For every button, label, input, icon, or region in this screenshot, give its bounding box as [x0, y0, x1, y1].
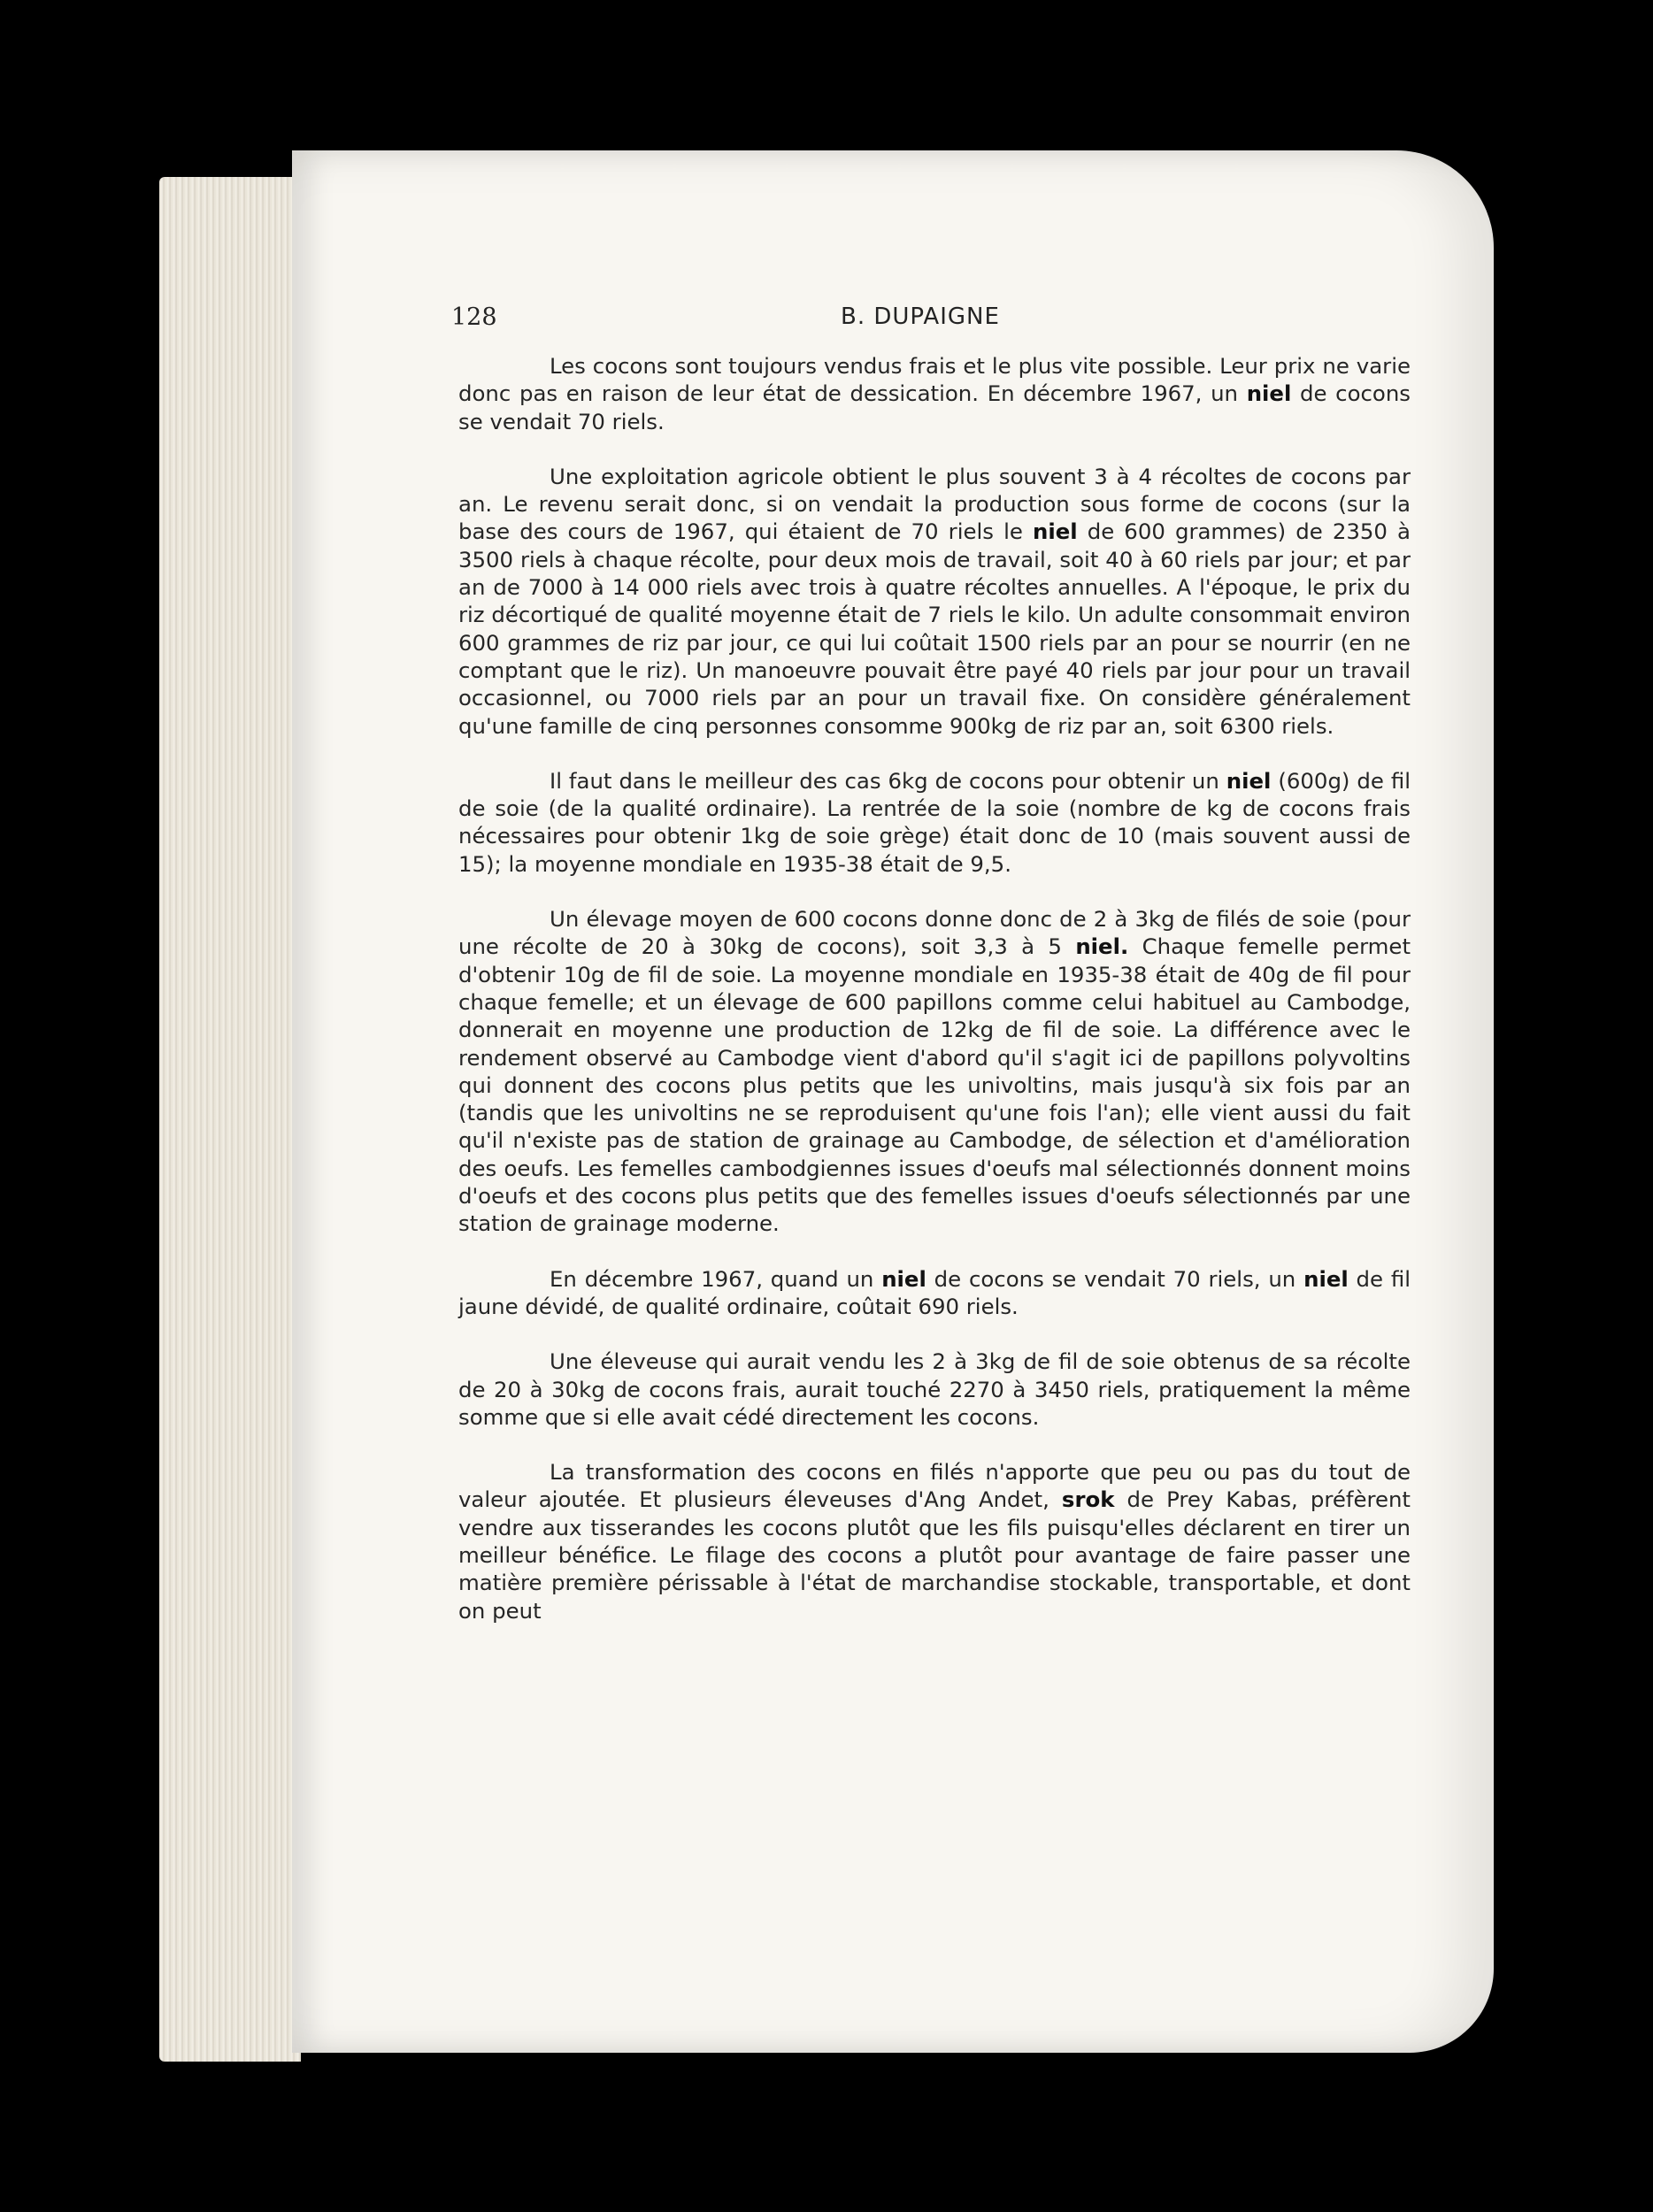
- text-segment: de cocons se vendait 70 riels, un: [926, 1265, 1304, 1292]
- bold-term: niel: [1226, 767, 1272, 794]
- bold-term: niel: [881, 1265, 926, 1292]
- paragraph: [458, 1348, 1411, 1431]
- bold-term: niel.: [1075, 933, 1129, 960]
- paragraph: [458, 767, 1411, 878]
- bold-term: niel: [1246, 380, 1292, 407]
- text-segment: Une exploitation agricole obtient le plus souvent 3 à 4 récoltes de cocons par an. Le revenu serait donc, si on vendait la production sous forme de cocons (sur la base des cours de 1967, qui étaient de 70 riels le: [458, 463, 1411, 545]
- body-text: [458, 352, 1411, 1624]
- text-segment: Les cocons sont toujours vendus frais et le plus vite possible. Leur prix ne varie donc pas en raison de leur état de dessication. En décembre 1967, un: [458, 353, 1411, 407]
- text-segment: Un élevage moyen de 600 cocons donne donc de 2 à 3kg de filés de soie (pour une récolte de 20 à 30kg de cocons), soit 3,3 à 5: [458, 906, 1411, 960]
- paragraph: [458, 1458, 1411, 1624]
- text-segment: Il faut dans le meilleur des cas 6kg de cocons pour obtenir un: [550, 767, 1226, 794]
- text-segment: Chaque femelle permet d'obtenir 10g de fil de soie. La moyenne mondiale en 1935-38 était de 40g de fil pour chaque femelle; et un élevage de 600 papillons comme celui habituel au Cambodge, donnerait en moyenne une production de 12kg de fil de soie. La différence avec le rendement observé au Cambodge vient d'abord qu'il s'agit ici de papillons polyvoltins qui donnent des cocons plus petits que les univoltins, mais jusqu'à six fois par an (tandis que les univoltins ne se reproduisent qu'une fois l'an); elle vient aussi du fait qu'il n'existe pas de station de grainage au Cambodge, de sélection et d'amélioration des oeufs. Les femelles cambodgiennes issues d'oeufs mal sélectionnés donnent moins d'oeufs et des cocons plus petits que des femelles issues d'oeufs sélectionnés par une station de grainage moderne.: [458, 933, 1411, 1237]
- paragraph: [458, 463, 1411, 740]
- book-page-edges: [159, 177, 301, 2062]
- text-segment: de cocons se vendait 70 riels.: [458, 380, 1411, 434]
- paragraph: [458, 905, 1411, 1238]
- text-segment: de Prey Kabas, préfèrent vendre aux tisserandes les cocons plutôt que les fils puisqu'elles déclarent en tirer un meilleur bénéfice. Le filage des cocons a plutôt pour avantage de faire passer une matière première périssable à l'état de marchandise stockable, transportable, et dont on peut: [458, 1486, 1411, 1624]
- bold-term: niel: [1303, 1265, 1349, 1292]
- page-number: 128: [451, 303, 497, 331]
- paragraph: [458, 1265, 1411, 1321]
- text-segment: de 600 grammes) de 2350 à 3500 riels à chaque récolte, pour deux mois de travail, soit 40 à 60 riels par jour; et par an de 7000 à 14 000 riels avec trois à quatre récoltes annuelles. A l'époque, le prix du riz décortiqué de qualité moyenne était de 7 riels le kilo. Un adulte consommait environ 600 grammes de riz par jour, ce qui lui coûtait 1500 riels par an pour se nourrir (en ne comptant que le riz). Un manoeuvre pouvait être payé 40 riels par jour pour un travail occasionnel, ou 7000 riels par an pour un travail fixe. On considère généralement qu'une famille de cinq personnes consomme 900kg de riz par an, soit 6300 riels.: [458, 518, 1411, 739]
- text-segment: de fil jaune dévidé, de qualité ordinaire, coûtait 690 riels.: [458, 1265, 1411, 1319]
- text-segment: En décembre 1967, quand un: [550, 1265, 882, 1292]
- running-head: B. DUPAIGNE: [841, 303, 1000, 330]
- bold-term: srok: [1061, 1486, 1115, 1513]
- text-segment: (600g) de fil de soie (de la qualité ordinaire). La rentrée de la soie (nombre de kg de cocons frais nécessaires pour obtenir 1kg de soie grège) était donc de 10 (mais souvent aussi de 15); la moyenne mondiale en 1935-38 était de 9,5.: [458, 767, 1411, 877]
- text-segment: La transformation des cocons en filés n'apporte que peu ou pas du tout de valeur ajoutée. Et plusieurs éleveuses d'Ang Andet,: [458, 1459, 1411, 1513]
- text-segment: Une éleveuse qui aurait vendu les 2 à 3kg de fil de soie obtenus de sa récolte de 20 à 30kg de cocons frais, aurait touché 2270 à 3450 riels, pratiquement la même somme que si elle avait cédé directement les cocons.: [458, 1348, 1411, 1430]
- paragraph: [458, 352, 1411, 435]
- bold-term: niel: [1032, 518, 1078, 545]
